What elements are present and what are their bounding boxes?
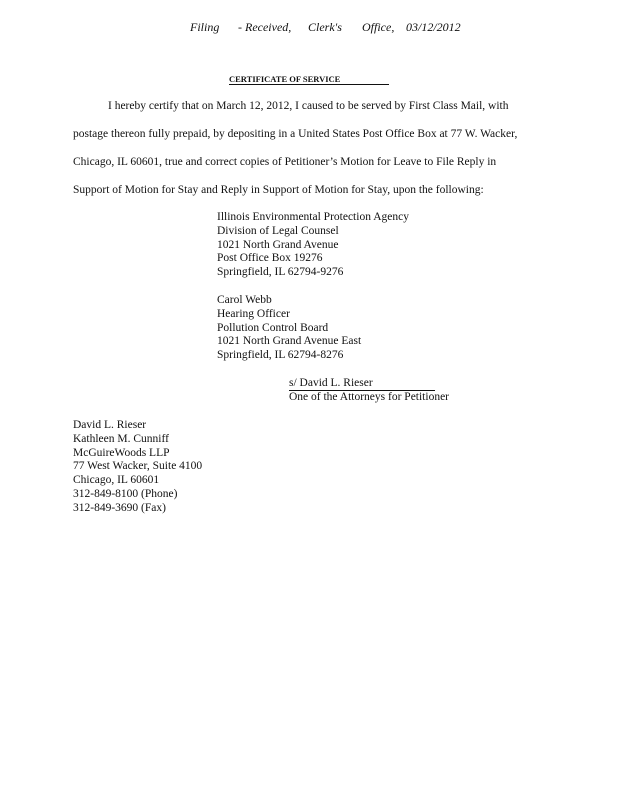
header-office: Office, bbox=[362, 20, 395, 34]
signature-role: One of the Attorneys for Petitioner bbox=[289, 391, 450, 403]
header-date: 03/12/2012 bbox=[406, 20, 461, 34]
certificate-line-2: postage thereon fully prepaid, by depositing in a United States Post Office Box at 77 W. Wacker, bbox=[73, 128, 518, 140]
address-line: 1021 North Grand Avenue bbox=[217, 238, 339, 251]
firm-contact-block bbox=[73, 419, 202, 516]
filing-header bbox=[190, 20, 461, 35]
recipient-address-iepa bbox=[217, 211, 409, 280]
recipient-address-hearing-officer bbox=[217, 294, 361, 363]
address-line: Post Office Box 19276 bbox=[217, 252, 323, 265]
firm-line: David L. Rieser bbox=[73, 419, 147, 431]
header-clerks: Clerk's bbox=[308, 20, 342, 34]
signature-name: s/ David L. Rieser bbox=[289, 377, 373, 389]
certificate-line-3: Chicago, IL 60601, true and correct copies of Petitioner’s Motion for Leave to File Reply in bbox=[73, 156, 497, 168]
firm-line: McGuireWoods LLP bbox=[73, 446, 170, 459]
certificate-title: CERTIFICATE OF SERVICE bbox=[229, 74, 341, 84]
header-received: - Received, bbox=[238, 20, 292, 34]
address-line: Carol Webb bbox=[217, 294, 272, 306]
address-line: Hearing Officer bbox=[217, 307, 290, 320]
firm-line: Kathleen M. Cunniff bbox=[73, 432, 169, 445]
address-line: Springfield, IL 62794-8276 bbox=[217, 349, 344, 362]
firm-line: 312-849-3690 (Fax) bbox=[73, 501, 166, 514]
firm-line: 312-849-8100 (Phone) bbox=[73, 487, 178, 500]
title-underline bbox=[229, 84, 389, 85]
certificate-line-4: Support of Motion for Stay and Reply in Support of Motion for Stay, upon the following: bbox=[73, 184, 484, 196]
header-filing: Filing bbox=[190, 20, 220, 34]
address-line: Springfield, IL 62794-9276 bbox=[217, 266, 344, 279]
firm-line: Chicago, IL 60601 bbox=[73, 474, 160, 487]
firm-line: 77 West Wacker, Suite 4100 bbox=[73, 460, 203, 473]
address-line: 1021 North Grand Avenue East bbox=[217, 335, 362, 348]
address-line: Pollution Control Board bbox=[217, 321, 329, 334]
address-line: Division of Legal Counsel bbox=[217, 224, 339, 237]
address-line: Illinois Environmental Protection Agency bbox=[217, 211, 409, 223]
certificate-line-1: I hereby certify that on March 12, 2012, I caused to be served by First Class Mail, with bbox=[108, 100, 509, 112]
